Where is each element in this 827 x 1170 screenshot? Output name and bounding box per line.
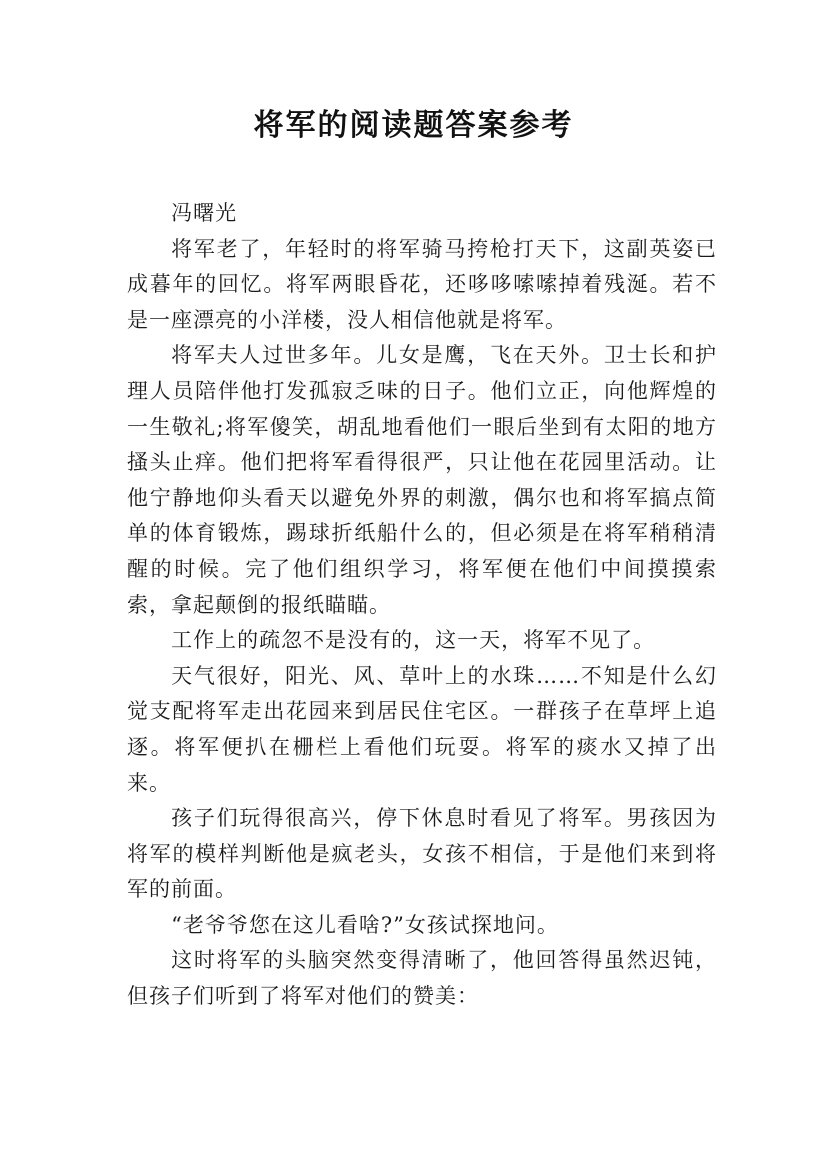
article-body bbox=[127, 196, 717, 1015]
paragraph: 工作上的疏忽不是没有的，这一天，将军不见了。 bbox=[171, 628, 656, 653]
paragraph: “老爷爷您在这儿看啥?”女孩试探地问。 bbox=[171, 912, 559, 937]
page-title: 将军的阅读题答案参考 bbox=[253, 108, 574, 143]
paragraph: 孩子们玩得很高兴，停下休息时看见了将军。男孩因为将军的模样判断他是疯老头，女孩不相信，于是他们来到将军的前面。 bbox=[127, 806, 717, 902]
paragraph: 将军夫人过世多年。儿女是鹰，飞在天外。卫士长和护理人员陪伴他打发孤寂乏味的日子。他们立正，向他辉煌的一生敬礼;将军傻笑，胡乱地看他们一眼后坐到有太阳的地方搔头止痒。他们把将军看得很严，只让他在花园里活动。让他宁静地仰头看天以避免外界的刺激，偶尔也和将军搞点简单的体育锻炼，踢球折纸船什么的，但必须是在将军稍稍清醒的时候。完了他们组织学习，将军便在他们中间摸摸索索，拿起颠倒的报纸瞄瞄。 bbox=[127, 343, 717, 617]
paragraph: 将军老了，年轻时的将军骑马挎枪打天下，这副英姿已成暮年的回忆。将军两眼昏花，还哆哆嗦嗦掉着残涎。若不是一座漂亮的小洋楼，没人相信他就是将军。 bbox=[127, 236, 717, 332]
paragraph: 天气很好，阳光、风、草叶上的水珠……不知是什么幻觉支配将军走出花园来到居民住宅区。一群孩子在草坪上追逐。将军便扒在栅栏上看他们玩耍。将军的痰水又掉了出来。 bbox=[127, 663, 717, 795]
author-line: 冯曙光 bbox=[171, 201, 238, 225]
paragraph: 这时将军的头脑突然变得清晰了，他回答得虽然迟钝，但孩子们听到了将军对他们的赞美： bbox=[127, 948, 717, 1009]
